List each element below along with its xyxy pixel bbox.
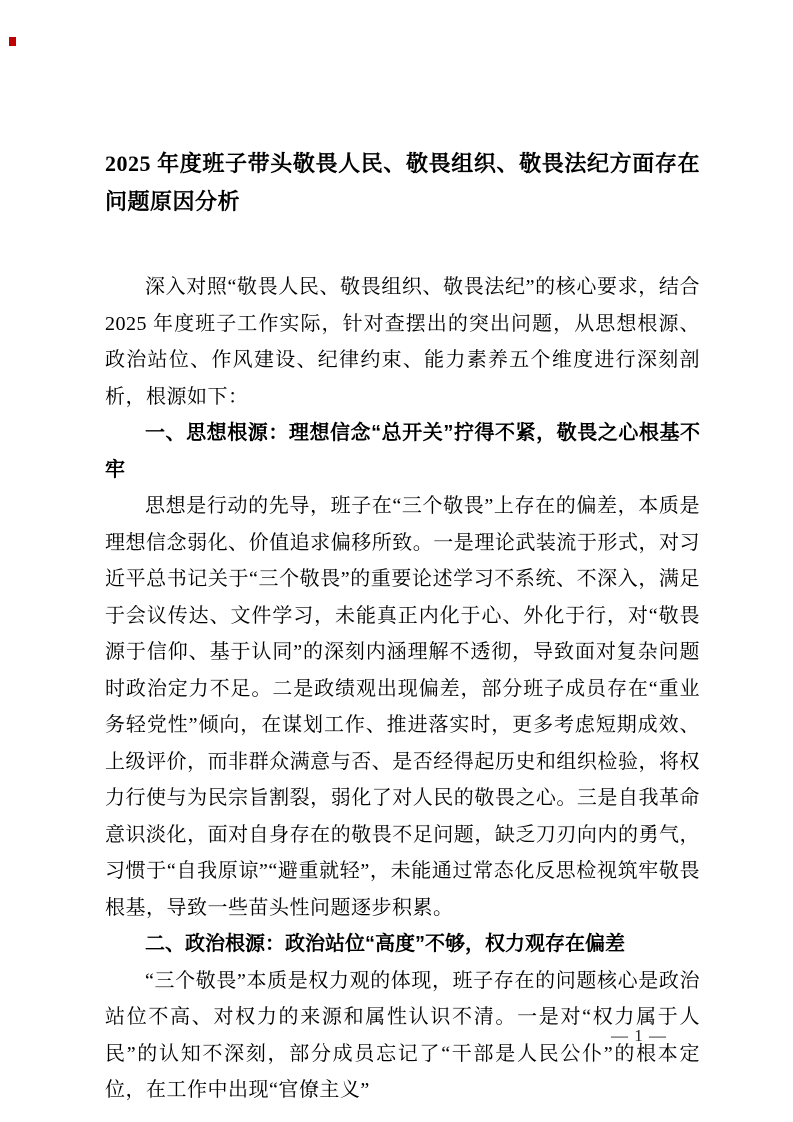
page-number: — 1 — — [611, 1026, 667, 1045]
document-title: 2025 年度班子带头敬畏人民、敬畏组织、敬畏法纪方面存在问题原因分析 — [105, 151, 700, 214]
corner-red-mark — [9, 37, 16, 46]
paragraph: 思想是行动的先导，班子在“三个敬畏”上存在的偏差，本质是理想信念弱化、价值追求偏移所致。一是理论武装流于形式，对习近平总书记关于“三个敬畏”的重要论述学习不系统、不深入，满足于会议传达、文件学习，未能真正内化于心、外化于行，对“敬畏源于信仰、基于认同”的深刻内涵理解不透彻，导致面对复杂问题时政治定力不足。二是政绩观出现偏差，部分班子成员存在“重业务轻党性”倾向，在谋划工作、推进落实时，更多考虑短期成效、上级评价，而非群众满意与否、是否经得起历史和组织检验，将权力行使与为民宗旨割裂，弱化了对人民的敬畏之心。三是自我革命意识淡化，面对自身存在的敬畏不足问题，缺乏刀刃向内的勇气，习惯于“自我原谅”“避重就轻”，未能通过常态化反思检视筑牢敬畏根基，导致一些苗头性问题逐步积累。 — [105, 495, 700, 919]
paragraph: “三个敬畏”本质是权力观的体现，班子存在的问题核心是政治站位不高、对权力的来源和属性认识不清。一是对“权力属于人民”的认知不深刻，部分成员忘记了“干部是人民公仆”的根本定位，在工作中出现“官僚主义” — [105, 969, 700, 1101]
paragraph: 深入对照“敬畏人民、敬畏组织、敬畏法纪”的核心要求，结合 2025 年度班子工作实际，针对查摆出的突出问题，从思想根源、政治站位、作风建设、纪律约束、能力素养五个维度进行深刻剖析，根源如下： — [105, 276, 700, 408]
section-heading: 二、政治根源：政治站位“高度”不够，权力观存在偏差 — [145, 933, 625, 955]
page-footer — [0, 1026, 667, 1046]
document-body — [0, 269, 793, 1109]
section-heading: 一、思想根源：理想信念“总开关”拧得不紧，敬畏之心根基不牢 — [105, 422, 700, 481]
